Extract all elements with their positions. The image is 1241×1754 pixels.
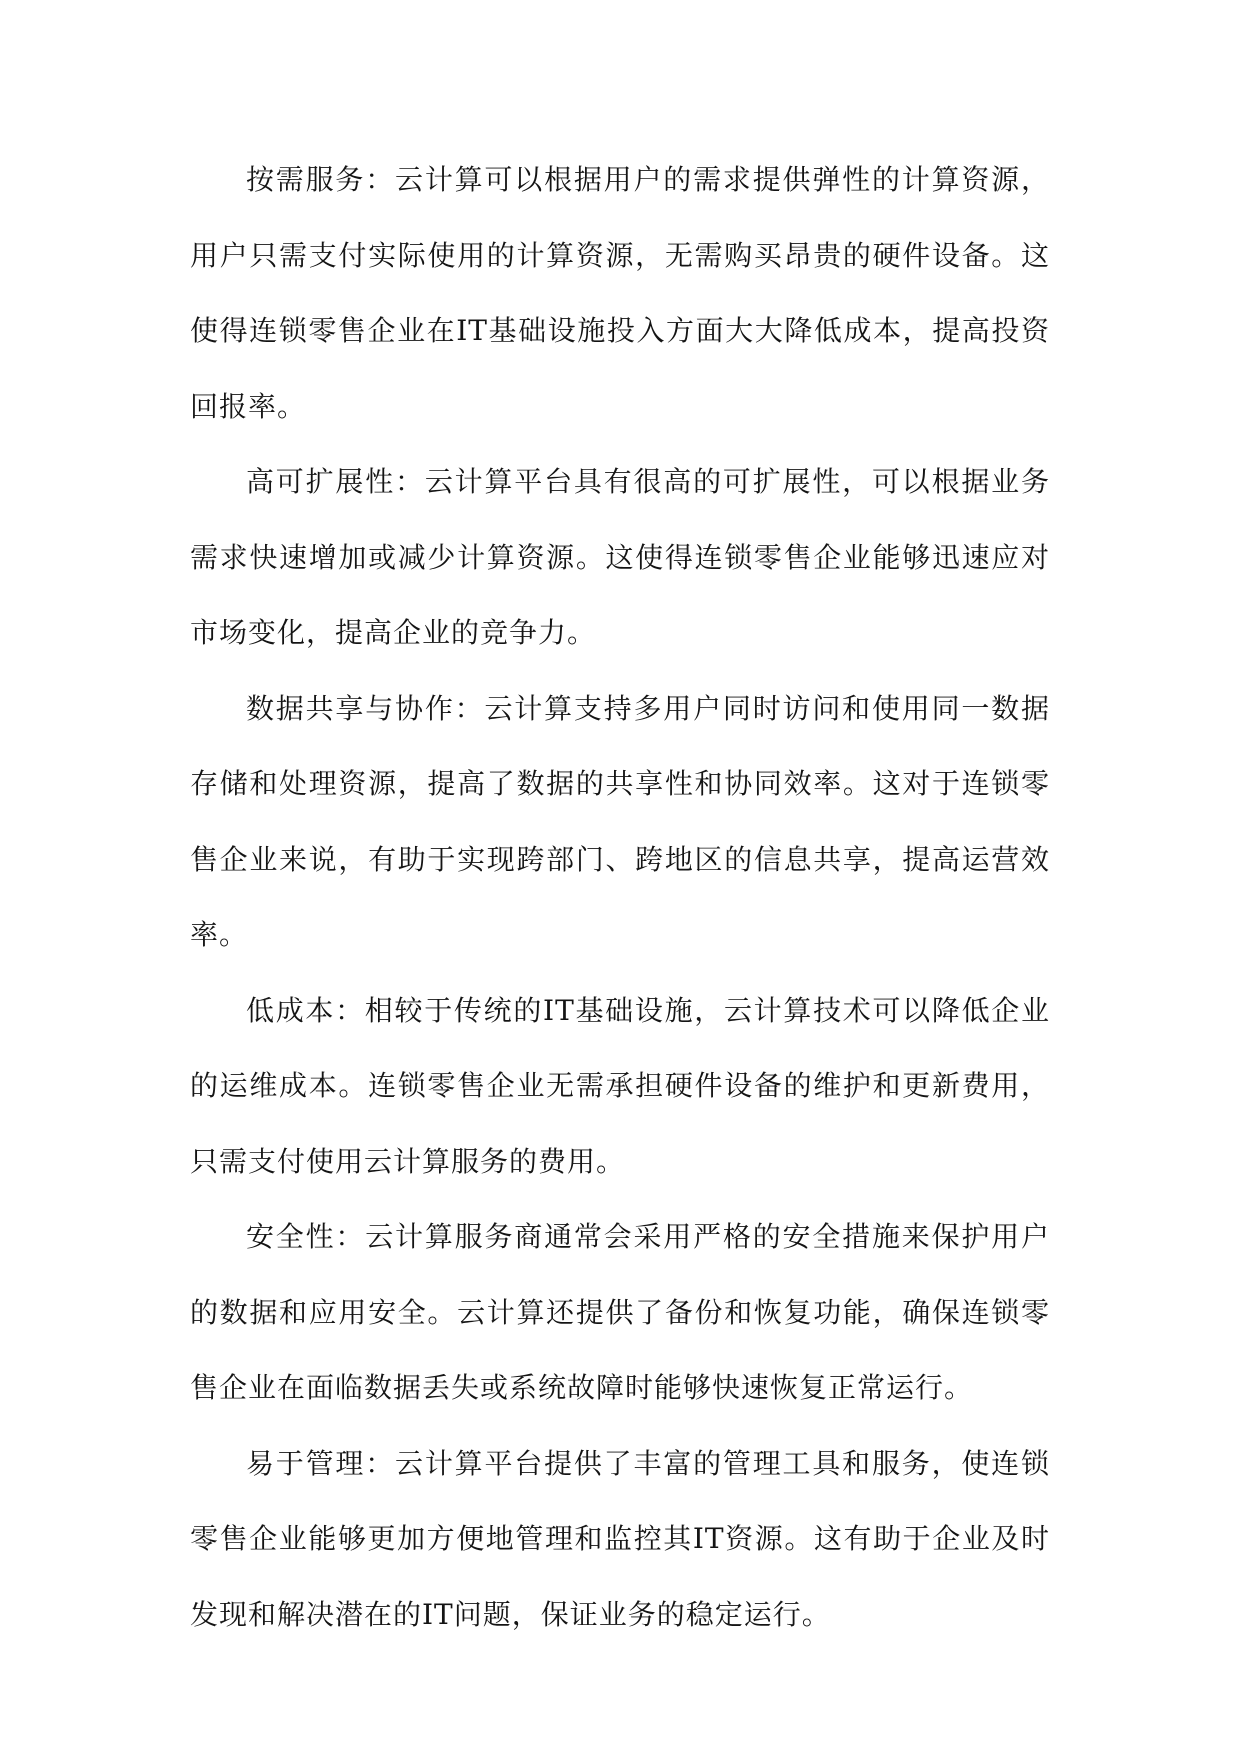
paragraph-on-demand-service: 按需服务：云计算可以根据用户的需求提供弹性的计算资源，用户只需支付实际使用的计算资源，无需购买昂贵的硬件设备。这使得连锁零售企业在IT基础设施投入方面大大降低成本，提高投资回报率。: [190, 163, 1050, 423]
paragraph-low-cost: 低成本：相较于传统的IT基础设施，云计算技术可以降低企业的运维成本。连锁零售企业无需承担硬件设备的维护和更新费用，只需支付使用云计算服务的费用。: [190, 993, 1050, 1178]
paragraph-scalability: 高可扩展性：云计算平台具有很高的可扩展性，可以根据业务需求快速增加或减少计算资源。这使得连锁零售企业能够迅速应对市场变化，提高企业的竞争力。: [190, 465, 1050, 649]
paragraph-easy-management: 易于管理：云计算平台提供了丰富的管理工具和服务，使连锁零售企业能够更加方便地管理和监控其IT资源。这有助于企业及时发现和解决潜在的IT问题，保证业务的稳定运行。: [190, 1446, 1050, 1631]
paragraph-data-sharing: 数据共享与协作：云计算支持多用户同时访问和使用同一数据存储和处理资源，提高了数据的共享性和协同效率。这对于连锁零售企业来说，有助于实现跨部门、跨地区的信息共享，提高运营效率。: [190, 691, 1050, 951]
paragraph-security: 安全性：云计算服务商通常会采用严格的安全措施来保护用户的数据和应用安全。云计算还提供了备份和恢复功能，确保连锁零售企业在面临数据丢失或系统故障时能够快速恢复正常运行。: [190, 1220, 1050, 1404]
document-body: [190, 142, 1050, 1652]
